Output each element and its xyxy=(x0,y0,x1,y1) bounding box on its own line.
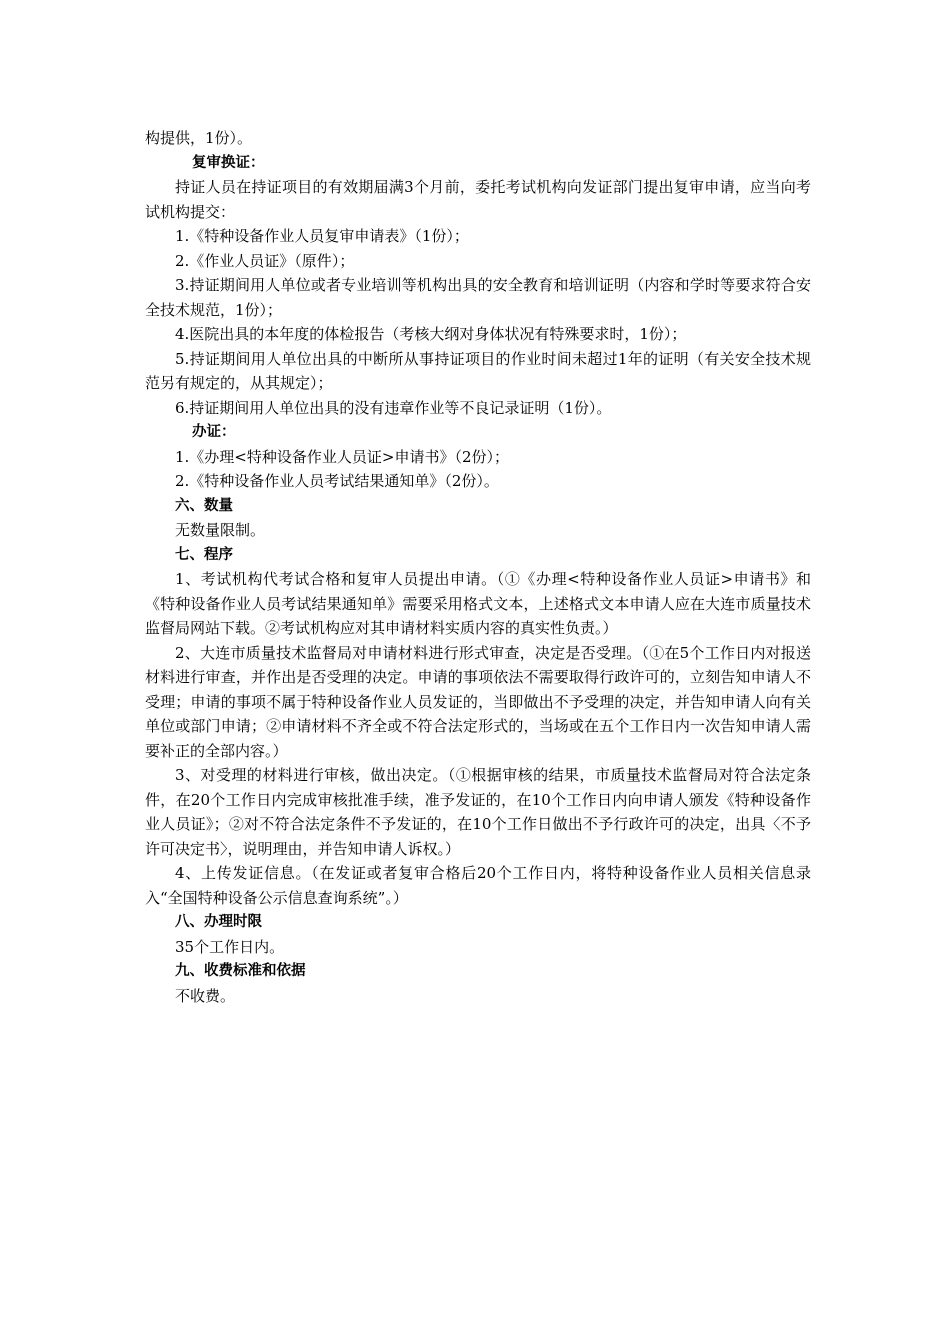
section-body-time-limit: 35个工作日内。 xyxy=(175,937,285,956)
document-page xyxy=(145,126,811,1008)
review-item: 2.《作业人员证》（原件）； xyxy=(175,251,355,270)
section-body-quantity: 无数量限制。 xyxy=(175,521,266,539)
procedure-step: 1、考试机构代考试合格和复审人员提出申请。（①《办理<特种设备作业人员证>申请书》和《特种设备作业人员考试结果通知单》需要采用格式文本，上述格式文本申请人应在大连市质量技术监督局网站下载。②考试机构应对其申请材料实质内容的真实性负责。） xyxy=(145,570,811,637)
procedure-step: 2、大连市质量技术监督局对申请材料进行形式审查，决定是否受理。（①在5个工作日内对报送材料进行审查，并作出是否受理的决定。申请的事项依法不需要取得行政许可的，立刻告知申请人不受理；申请的事项不属于特种设备作业人员发证的，当即做出不予受理的决定，并告知申请人向有关单位或部门申请；②申请材料不齐全或不符合法定形式的，当场或在五个工作日内一次告知申请人需要补正的全部内容。） xyxy=(145,643,811,760)
intro-tail: 构提供，1份）。 xyxy=(145,129,253,147)
review-item: 5.持证期间用人单位出具的中断所从事持证项目的作业时间未超过1年的证明（有关安全技术规范另有规定的，从其规定）； xyxy=(145,349,811,392)
review-intro: 持证人员在持证项目的有效期届满3个月前，委托考试机构向发证部门提出复审申请，应当向考试机构提交： xyxy=(145,178,811,221)
issue-item: 1.《办理<特种设备作业人员证>申请书》（2份）； xyxy=(175,447,509,466)
procedure-step: 4、上传发证信息。（在发证或者复审合格后20个工作日内，将特种设备作业人员相关信息录入“全国特种设备公示信息查询系统”。） xyxy=(145,864,811,907)
review-item: 6.持证期间用人单位出具的没有违章作业等不良记录证明（1份）。 xyxy=(175,398,612,417)
issue-heading: 办证： xyxy=(192,424,236,440)
review-item: 1.《特种设备作业人员复审申请表》（1份）； xyxy=(175,227,469,245)
section-heading-procedure: 七、程序 xyxy=(175,546,233,563)
review-item: 3.持证期间用人单位或者专业培训等机构出具的安全教育和培训证明（内容和学时等要求符合安全技术规范，1份）； xyxy=(145,276,811,319)
section-body-fees: 不收费。 xyxy=(175,986,236,1005)
section-heading-time-limit: 八、办理时限 xyxy=(175,914,262,930)
section-heading-fees: 九、收费标准和依据 xyxy=(175,963,306,979)
issue-item: 2.《特种设备作业人员考试结果通知单》（2份）。 xyxy=(175,472,499,490)
review-item: 4.医院出具的本年度的体检报告（考核大纲对身体状况有特殊要求时，1份）； xyxy=(175,325,687,343)
review-heading: 复审换证： xyxy=(192,154,265,171)
procedure-step: 3、对受理的材料进行审核，做出决定。（①根据审核的结果，市质量技术监督局对符合法定条件，在20个工作日内完成审核批准手续，准予发证的，在10个工作日内向申请人颁发《特种设备作业人员证》；②对不符合法定条件不予发证的，在10个工作日做出不予行政许可的决定，出具〈不予许可决定书〉，说明理由，并告知申请人诉权。） xyxy=(145,766,811,858)
section-heading-quantity: 六、数量 xyxy=(175,497,233,514)
